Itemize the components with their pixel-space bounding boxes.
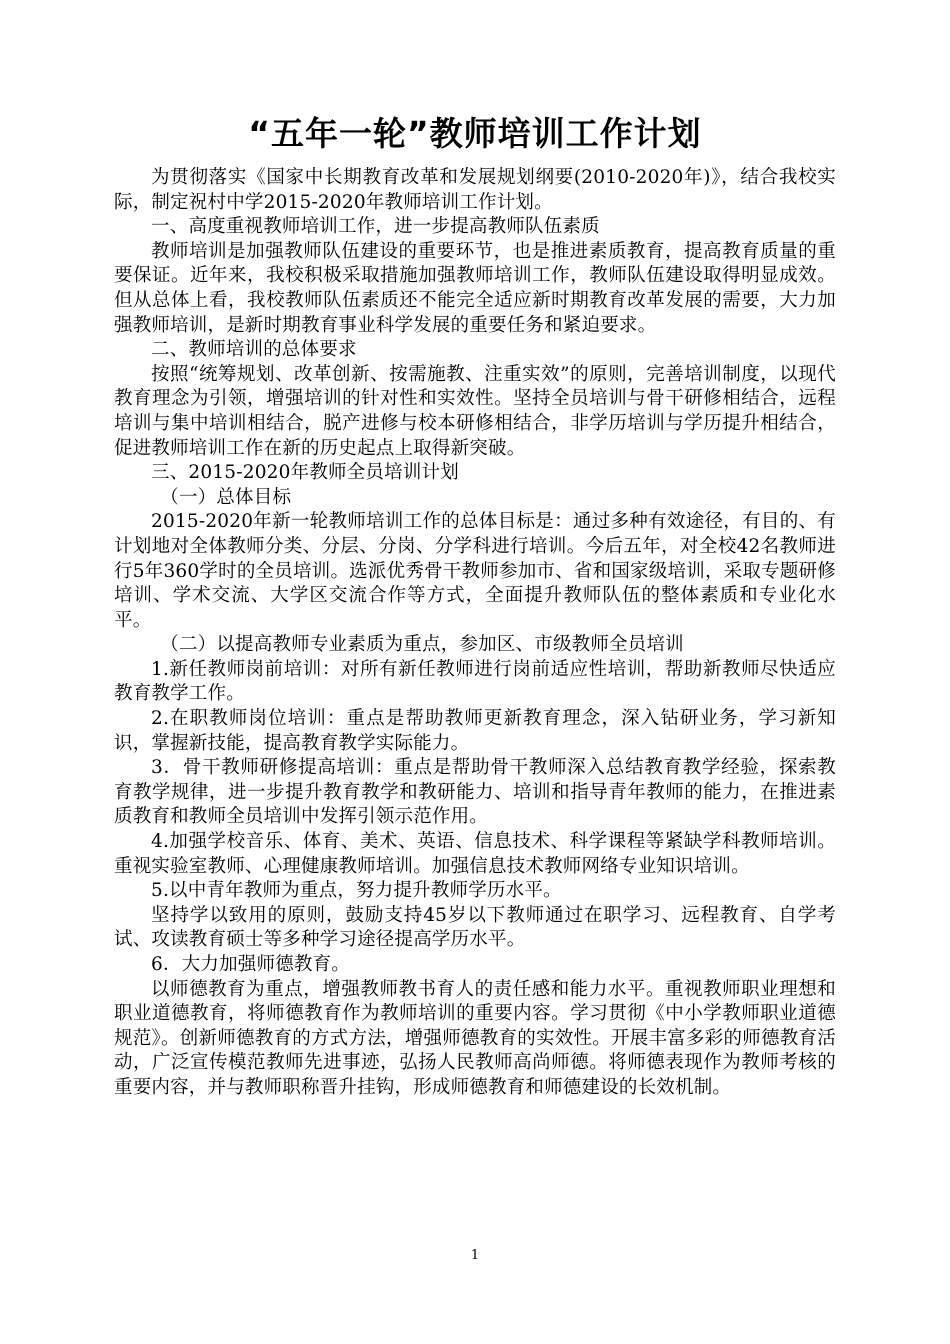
section-heading: 三、2015-2020年教师全员培训计划 xyxy=(151,462,459,484)
body-paragraph: 2015-2020年新一轮教师培训工作的总体目标是：通过多种有效途径，有目的、有计划地对全体教师分类、分层、分岗、分学科进行培训。今后五年，对全校42名教师进行5年360学时的全员培训。选派优秀骨干教师参加市、省和国家级培训，采取专题研修培训、学术交流、大学区交流合作等方式，全面提升教师队伍的整体素质和专业化水平。 xyxy=(114,511,836,631)
body-paragraph: 为贯彻落实《国家中长期教育改革和发展规划纲要(2010-2020年)》，结合我校实际，制定祝村中学2015-2020年教师培训工作计划。 xyxy=(114,167,836,213)
body-paragraph: 3．骨干教师研修提高培训：重点是帮助骨干教师深入总结教育教学经验，探索教育教学规律，进一步提升教育教学和教研能力、培训和指导青年教师的能力，在推进素质教育和教师全员培训中发挥引领示范作用。 xyxy=(114,757,836,828)
body-paragraph: 2.在职教师岗位培训：重点是帮助教师更新教育理念，深入钻研业务，学习新知识，掌握新技能，提高教育教学实际能力。 xyxy=(114,708,836,754)
body-paragraph: 1.新任教师岗前培训：对所有新任教师进行岗前适应性培训，帮助新教师尽快适应教育教学工作。 xyxy=(114,658,836,705)
body-paragraph: 以师德教育为重点，增强教师教书育人的责任感和能力水平。重视教师职业理想和职业道德教育，将师德教育作为教师培训的重要内容。学习贯彻《中小学教师职业道德规范》。创新师德教育的方式方法，增强师德教育的实效性。开展丰富多彩的师德教育活动，广泛宣传模范教师先进事迹，弘扬人民教师高尚师德。将师德表现作为教师考核的重要内容，并与教师职称晋升挂钩，形成师德教育和师德建设的长效机制。 xyxy=(114,978,836,1098)
section-heading: 二、教师培训的总体要求 xyxy=(151,339,357,361)
body-paragraph: 坚持学以致用的原则，鼓励支持45岁以下教师通过在职学习、远程教育、自学考试、攻读教育硕士等多种学习途径提高学历水平。 xyxy=(114,904,836,951)
body-paragraph: 教师培训是加强教师队伍建设的重要环节，也是推进素质教育，提高教育质量的重要保证。近年来，我校积极采取措施加强教师培训工作，教师队伍建设取得明显成效。但从总体上看，我校教师队伍素质还不能完全适应新时期教育改革发展的需要，大力加强教师培训，是新时期教育事业科学发展的重要任务和紧迫要求。 xyxy=(114,240,836,336)
page-number: 1 xyxy=(470,1248,480,1263)
document-title: “五年一轮”教师培训工作计划 xyxy=(248,114,702,153)
document-page xyxy=(114,108,836,1101)
document-body xyxy=(114,166,836,1101)
section-heading: 一、高度重视教师培训工作，进一步提高教师队伍素质 xyxy=(151,216,600,238)
subsection-heading: （二）以提高教师专业素质为重点，参加区、市级教师全员培训 xyxy=(160,634,684,656)
body-paragraph: 按照“统筹规划、改革创新、按需施教、注重实效”的原则，完善培训制度，以现代教育理念为引领，增强培训的针对性和实效性。坚持全员培训与骨干研修相结合，远程培训与集中培训相结合，脱产进修与校本研修相结合，非学历培训与学历提升相结合，促进教师培训工作在新的历史起点上取得新突破。 xyxy=(114,363,836,459)
body-paragraph: 6．大力加强师德教育。 xyxy=(151,954,350,975)
body-paragraph: 4.加强学校音乐、体育、美术、英语、信息技术、科学课程等紧缺学科教师培训。重视实验室教师、心理健康教师培训。加强信息技术教师网络专业知识培训。 xyxy=(114,831,836,877)
body-paragraph: 5.以中青年教师为重点，努力提升教师学历水平。 xyxy=(151,880,562,902)
subsection-heading: （一）总体目标 xyxy=(160,486,292,508)
